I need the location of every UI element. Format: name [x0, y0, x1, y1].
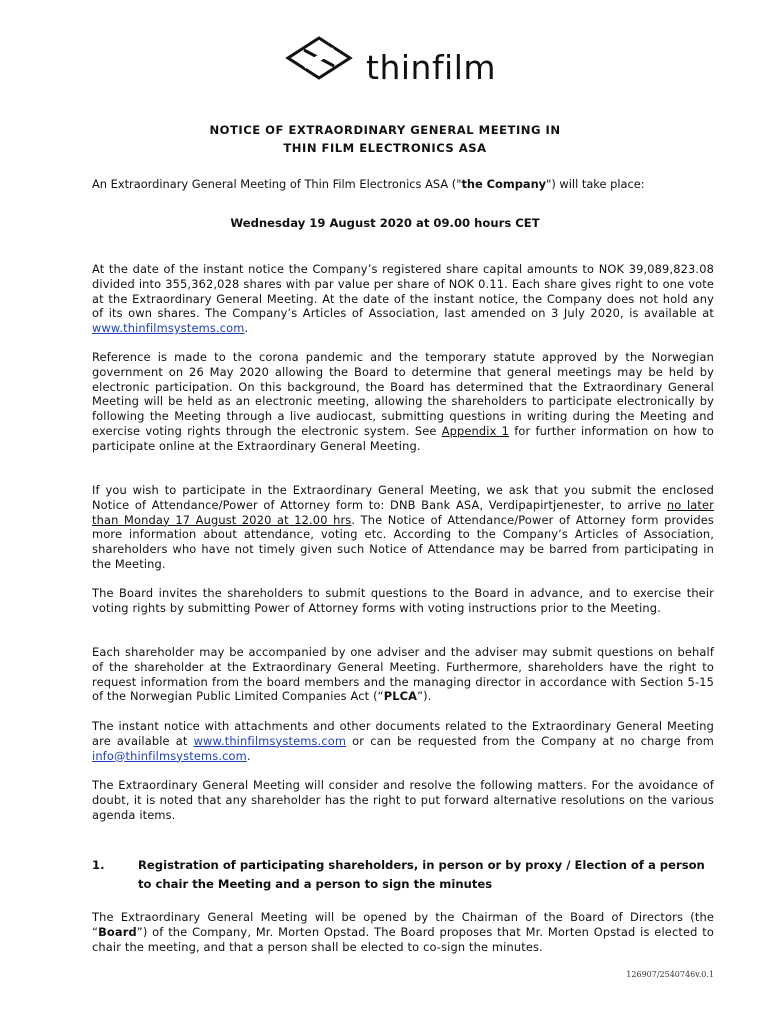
agenda-item-title: Registration of participating shareholders, in person or by proxy / Election of a person to chair the Meeting and a person to sign the minutes	[138, 858, 705, 891]
title-line-1: NOTICE OF EXTRAORDINARY GENERAL MEETING IN	[209, 123, 561, 137]
website-link[interactable]: www.thinfilmsystems.com	[92, 321, 245, 336]
email-link[interactable]: info@thinfilmsystems.com	[92, 748, 247, 763]
title-line-2: THIN FILM ELECTRONICS ASA	[283, 141, 487, 155]
meeting-date: Wednesday 19 August 2020 at 09.00 hours CET	[230, 216, 540, 230]
paragraph-electronic-meeting: Reference is made to the corona pandemic and the temporary statute approved by the Norwegian government on 26 May 2020 allowing the Board to determine that general meetings may be held by electronic participation. On this background, the Board has determined that the Extraordinary General Meeting will be held as an electronic meeting, allowing the shareholders to participate electronically by following the Meeting through a live audiocast, submitting questions in writing during the Meeting and exercise voting rights through the electronic system. See Appendix 1 for further information on how to participate online at the Extraordinary General Meeting.	[92, 350, 714, 453]
agenda-item-number: 1.	[92, 858, 105, 872]
deadline-text: no later than Monday 17 August 2020 at 12.00 hrs	[92, 497, 715, 527]
document-reference: 126907/2540746v.0.1	[626, 970, 714, 979]
paragraph-agenda-intro: The Extraordinary General Meeting will consider and resolve the following matters. For the avoidance of doubt, it is noted that any shareholder has the right to put forward alternative resolutions on the various agenda items.	[92, 778, 714, 822]
website-link-2[interactable]: www.thinfilmsystems.com	[193, 733, 347, 748]
logo-diamond-icon	[282, 36, 356, 84]
paragraph-adviser: Each shareholder may be accompanied by one adviser and the adviser may submit questions on behalf of the shareholder at the Extraordinary General Meeting. Furthermore, shareholders have the right to request information from the board members and the managing director in accordance with Section 5-15 of the Norwegian Public Limited Companies Act (“PLCA”).	[92, 645, 714, 704]
paragraph-attendance: If you wish to participate in the Extraordinary General Meeting, we ask that you submit the enclosed Notice of Attendance/Power of Attorney form to: DNB Bank ASA, Verdipapirtjenester, to arrive no later than Monday 17 August 2020 at 12.00 hrs. The Notice of Attendance/Power of Attorney form provides more information about attendance, voting etc. According to the Company’s Articles of Association, shareholders who have not timely given such Notice of Attendance may be barred from participating in the Meeting.	[92, 483, 715, 571]
appendix-link[interactable]: Appendix 1	[441, 423, 510, 438]
thinfilm-logo	[282, 36, 522, 96]
paragraph-share-capital: At the date of the instant notice the Company’s registered share capital amounts to NOK 39,089,823.08 divided into 355,362,028 shares with par value per share of NOK 0.11. Each share gives right to one vote at the Extraordinary General Meeting. At the date of the instant notice, the Company does not hold any of its own shares. The Company’s Articles of Association, last amended on 3 July 2020, is available at www.thinfilmsystems.com.	[92, 262, 714, 336]
paragraph-questions: The Board invites the shareholders to submit questions to the Board in advance, and to exercise their voting rights by submitting Power of Attorney forms with voting instructions prior to the Meeting.	[92, 586, 714, 615]
paragraph-documents: The instant notice with attachments and other documents related to the Extraordinary General Meeting are available at www.thinfilmsystems.com or can be requested from the Company at no charge from info@thinfilmsystems.com.	[92, 719, 714, 763]
logo-wordmark: thinfilm	[366, 48, 497, 87]
intro-paragraph: An Extraordinary General Meeting of Thin Film Electronics ASA ("the Company") will take place:	[92, 177, 645, 191]
paragraph-chairman: The Extraordinary General Meeting will be opened by the Chairman of the Board of Directors (the “Board”) of the Company, Mr. Morten Opstad. The Board proposes that Mr. Morten Opstad is elected to chair the meeting, and that a person shall be elected to co-sign the minutes.	[92, 910, 714, 954]
